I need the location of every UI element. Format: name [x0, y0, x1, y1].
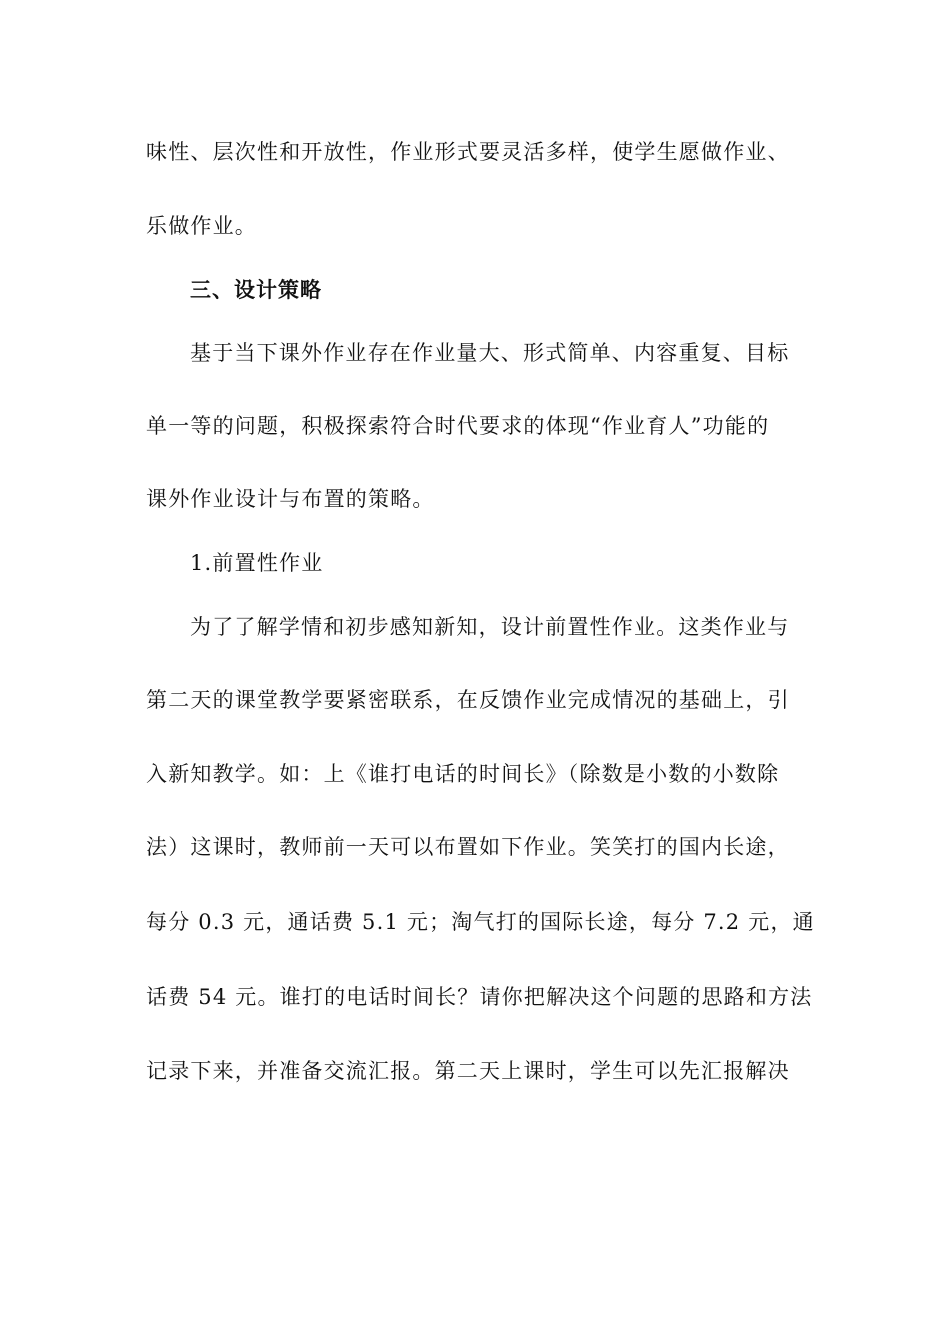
section-heading: 三、设计策略 [190, 278, 322, 302]
paragraph-line: 记录下来，并准备交流汇报。第二天上课时，学生可以先汇报解决 [146, 1059, 790, 1083]
subsection-heading: 1.前置性作业 [190, 551, 324, 575]
paragraph-line: 乐做作业。 [146, 214, 257, 238]
paragraph-line: 法）这课时，教师前一天可以布置如下作业。笑笑打的国内长途， [146, 835, 790, 859]
paragraph-line: 第二天的课堂教学要紧密联系，在反馈作业完成情况的基础上，引 [146, 688, 790, 712]
paragraph-line: 基于当下课外作业存在作业量大、形式简单、内容重复、目标 [190, 341, 790, 365]
paragraph-line: 话费 54 元。谁打的电话时间长？请你把解决这个问题的思路和方法 [146, 985, 813, 1009]
paragraph-line: 为了了解学情和初步感知新知，设计前置性作业。这类作业与 [190, 615, 790, 639]
paragraph-line: 味性、层次性和开放性，作业形式要灵活多样，使学生愿做作业、 [146, 140, 790, 164]
paragraph-line: 入新知教学。如：上《谁打电话的时间长》（除数是小数的小数除 [146, 762, 780, 786]
paragraph-line: 每分 0.3 元，通话费 5.1 元；淘气打的国际长途，每分 7.2 元，通 [146, 910, 815, 934]
paragraph-line: 单一等的问题，积极探索符合时代要求的体现“作业育人”功能的 [146, 414, 770, 438]
paragraph-line: 课外作业设计与布置的策略。 [146, 487, 435, 511]
